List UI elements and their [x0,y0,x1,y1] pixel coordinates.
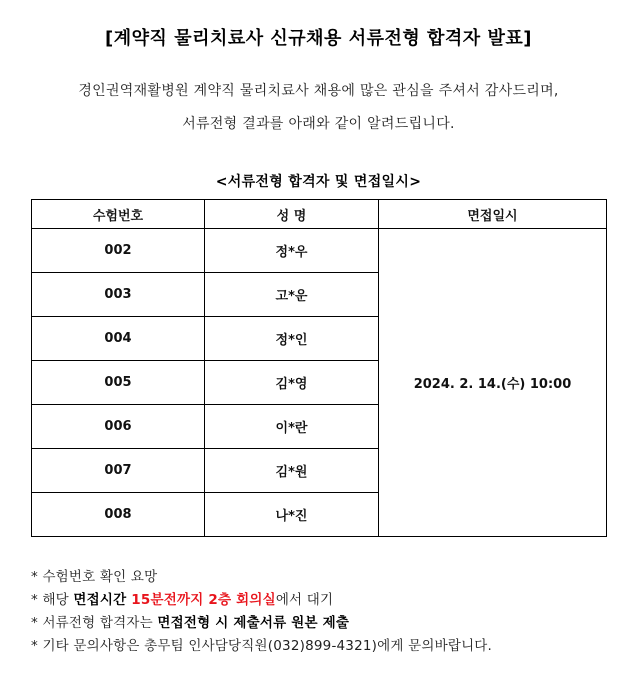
name-cell: 정*우 [205,229,379,273]
note-text: * 서류전형 합격자는 [31,615,158,631]
note-text: * 수험번호 확인 요망 [31,569,158,585]
interview-datetime-cell: 2024. 2. 14.(수) 10:00 [379,229,607,537]
header-name: 성 명 [205,200,379,229]
exam-number-cell: 005 [32,361,205,405]
name-cell: 고*운 [205,273,379,317]
note-waiting-location [31,589,621,612]
note-bold-text: 면접전형 시 제출서류 원본 제출 [157,615,350,631]
name-cell: 정*인 [205,317,379,361]
header-exam-number: 수험번호 [32,200,205,229]
note-contact-info [31,635,621,658]
note-text: * 해당 [31,592,74,608]
table-header-row [32,200,607,229]
name-cell: 이*란 [205,405,379,449]
exam-number-cell: 006 [32,405,205,449]
intro-text-line-1: 경인권역재활병원 계약직 물리치료사 채용에 많은 관심을 주셔서 감사드리며, [78,83,559,99]
page-title: [계약직 물리치료사 신규채용 서류전형 합격자 발표] [105,28,532,49]
exam-number-cell: 004 [32,317,205,361]
name-cell: 나*진 [205,493,379,537]
exam-number-cell: 008 [32,493,205,537]
exam-number-cell: 007 [32,449,205,493]
note-original-documents [31,612,621,635]
intro-text-line-2: 서류전형 결과를 아래와 같이 알려드립니다. [182,116,455,132]
note-exam-number-check [31,566,621,589]
exam-number-cell: 003 [32,273,205,317]
results-table [31,199,607,537]
note-bold-text: 면접시간 [73,592,132,608]
exam-number-cell: 002 [32,229,205,273]
name-cell: 김*원 [205,449,379,493]
note-text: 에서 대기 [275,592,334,608]
name-cell: 김*영 [205,361,379,405]
note-highlight-text: 15분전까지 2층 회의실 [131,592,276,608]
notes-list [31,566,621,658]
note-text: * 기타 문의사항은 총무팀 인사담당직원(032)899-4321)에게 문의바랍니다. [31,638,493,654]
table-caption: <서류전형 합격자 및 면접일시> [215,174,422,190]
header-interview-datetime: 면접일시 [379,200,607,229]
table-row [32,229,607,273]
